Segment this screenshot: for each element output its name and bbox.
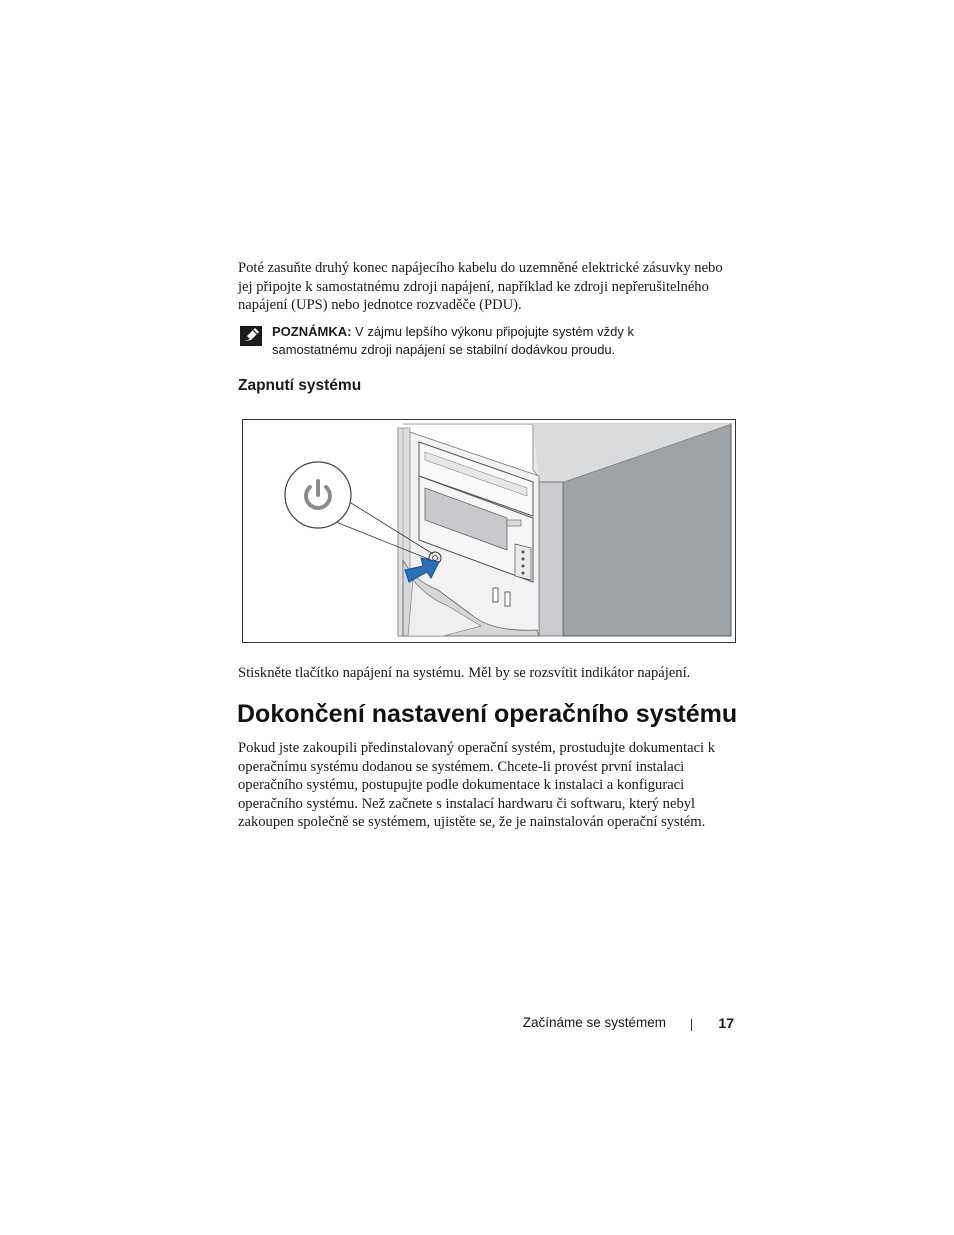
intro-paragraph: Poté zasuňte druhý konec napájecího kabelu do uzemněné elektrické zásuvky nebo jej připojte k samostatnému zdroji napájení, například ke zdroji nepřerušitelného napájení (UPS) nebo jednotce rozvaděče (PDU). <box>238 260 723 313</box>
power-button-illustration <box>242 419 736 643</box>
section-heading-power-on: Zapnutí systému <box>238 377 362 394</box>
page-footer <box>470 1015 736 1035</box>
section-heading-complete-os: Dokončení nastavení operačního systému <box>237 700 738 728</box>
footer-title: Začínáme se systémem <box>522 1015 666 1030</box>
arrow-icon <box>403 556 443 588</box>
tower-server-drawing <box>243 420 736 643</box>
os-setup-paragraph: Pokud jste zakoupili předinstalovaný operační systém, prostudujte dokumentaci k operačnímu systému dodanou se systémem. Chcete-li provést první instalaci operačního systému, postupujte podle dokumentace k instalaci a konfiguraci operačního systému. Než začnete s instalací hardwaru či softwaru, který nebyl zakoupen společně se systémem, ujistěte se, že je nainstalován operační systém. <box>238 740 716 830</box>
note-body: V zájmu lepšího výkonu připojujte systém vždy k samostatnému zdroji napájení se stabilní dodávkou proudu. <box>272 324 634 357</box>
note-label: POZNÁMKA: <box>272 324 352 339</box>
power-symbol-icon <box>299 476 337 514</box>
pencil-note-icon <box>240 326 262 346</box>
press-power-paragraph: Stiskněte tlačítko napájení na systému. Měl by se rozsvítit indikátor napájení. <box>238 665 691 681</box>
footer-separator <box>691 1019 692 1031</box>
note-text <box>272 323 712 359</box>
page-number: 17 <box>718 1015 734 1031</box>
